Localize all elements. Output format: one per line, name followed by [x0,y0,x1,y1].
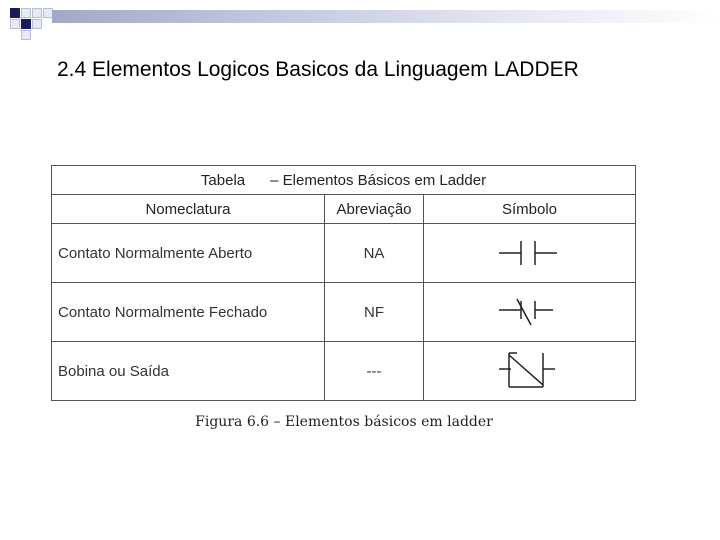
row-symbol [424,224,636,283]
ladder-elements-table [51,165,636,401]
corner-square-light-6 [32,19,42,29]
row-symbol [424,283,636,342]
corner-square-light-4 [10,19,20,29]
table-header-row [52,195,636,224]
table-caption: Tabela – Elementos Básicos em Ladder [52,166,636,195]
row-abbr: --- [325,342,424,401]
corner-square-dark-1 [10,8,20,18]
contact-normally-open-icon [495,238,565,268]
table-row [52,283,636,342]
row-abbr: NF [325,283,424,342]
row-name: Contato Normalmente Fechado [52,283,325,342]
corner-square-light-2 [32,8,42,18]
corner-square-dark-2 [21,19,31,29]
header-gradient-bar [52,10,720,23]
header-abreviacao: Abreviação [325,195,424,224]
row-name: Contato Normalmente Aberto [52,224,325,283]
table-row [52,342,636,401]
coil-output-icon [495,349,565,393]
header-simbolo: Símbolo [424,195,636,224]
figure-caption: Figura 6.6 – Elementos básicos em ladder [195,414,493,430]
contact-normally-closed-icon [495,295,565,329]
corner-square-light-1 [21,8,31,18]
table-caption-row [52,166,636,195]
row-symbol [424,342,636,401]
header-nomeclatura: Nomeclatura [52,195,325,224]
slide-title: 2.4 Elementos Logicos Basicos da Linguagem LADDER [57,58,579,81]
row-name: Bobina ou Saída [52,342,325,401]
table-row [52,224,636,283]
row-abbr: NA [325,224,424,283]
corner-square-light-5 [21,30,31,40]
